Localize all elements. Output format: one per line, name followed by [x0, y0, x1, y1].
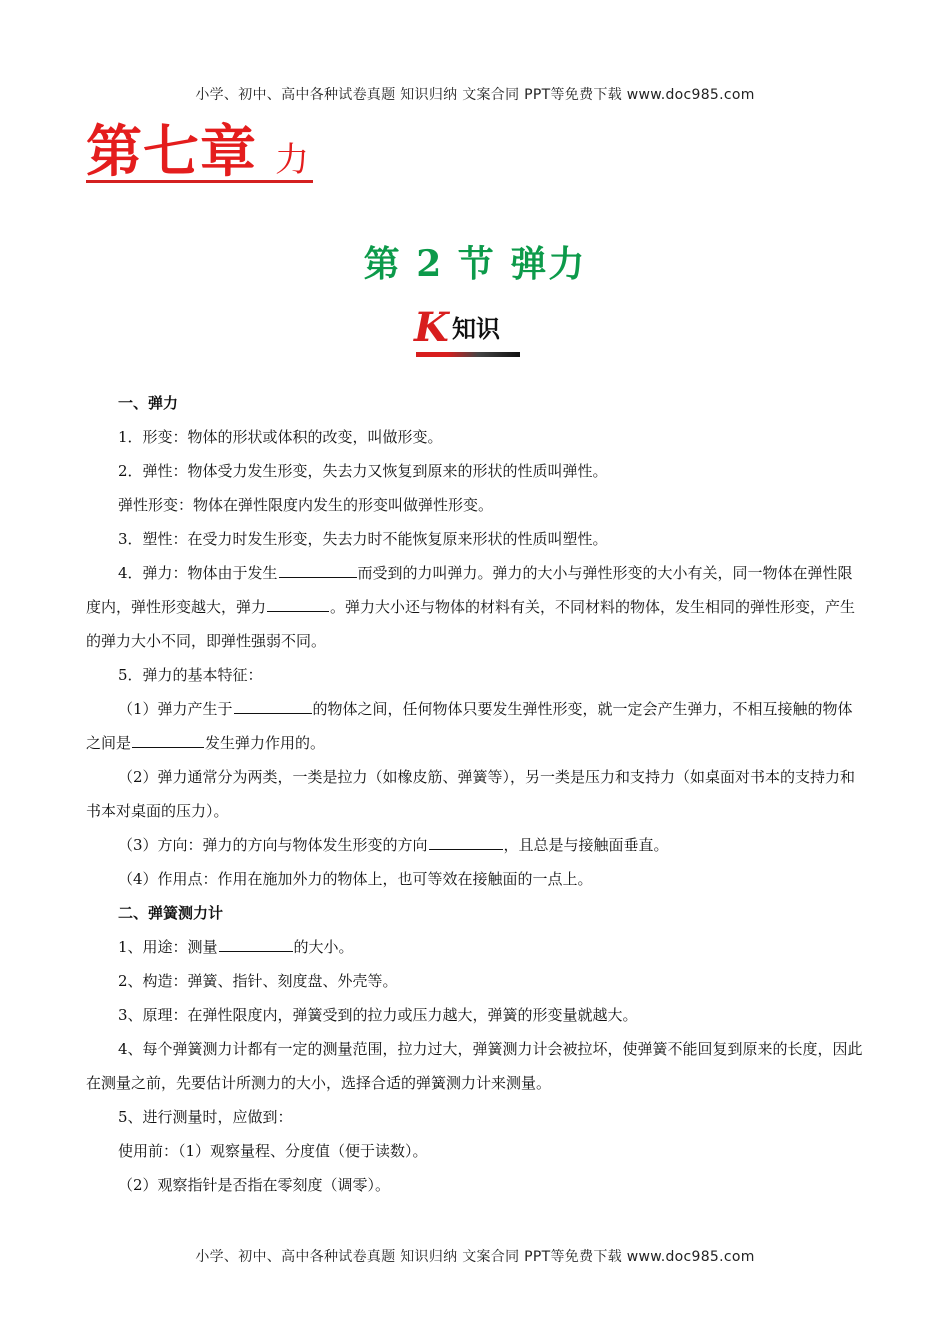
- fill-blank[interactable]: [267, 595, 329, 612]
- fill-blank[interactable]: [234, 697, 312, 714]
- text-segment: 而受到的力叫弹力。弹力的大小与弹性形变的大小有关，同一物体在弹性限度内，弹性形变越大，弹力: [86, 564, 853, 616]
- badge-underline: [416, 352, 520, 357]
- text-segment: 。弹力大小还与物体的材料有关，不同材料的物体，发生相同的弹性形变，产生的弹力大小不同，即弹性强弱不同。: [86, 598, 856, 650]
- text-segment: （1）弹力产生于: [118, 700, 233, 718]
- text-segment: 的大小。: [293, 938, 354, 956]
- paragraph: 3．塑性：在受力时发生形变，失去力时不能恢复原来形状的性质叫塑性。: [118, 530, 608, 548]
- section-title: 第 2 节 弹力: [363, 243, 587, 285]
- main-content: [86, 386, 866, 1202]
- section-heading: 二、弹簧测力计: [118, 904, 224, 922]
- fill-blank[interactable]: [219, 935, 293, 952]
- chapter-title: [86, 119, 313, 185]
- paragraph: 3、原理：在弹性限度内，弹簧受到的拉力或压力越大，弹簧的形变量就越大。: [118, 1006, 638, 1024]
- paragraph: 4、每个弹簧测力计都有一定的测量范围，拉力过大，弹簧测力计会被拉坏，使弹簧不能回复到原来的长度，因此在测量之前，先要估计所测力的大小，选择合适的弹簧测力计来测量。: [86, 1040, 863, 1092]
- text-segment: 发生弹力作用的。: [205, 734, 326, 752]
- paragraph: （2）观察指针是否指在零刻度（调零）。: [118, 1176, 391, 1194]
- badge-letter: K: [414, 304, 449, 351]
- header-note: 小学、初中、高中各种试卷真题 知识归纳 文案合同 PPT等免费下载 www.doc985.com: [195, 87, 755, 103]
- text-segment: 4．弹力：物体由于发生: [118, 564, 278, 582]
- chapter-title-sub: 力: [275, 140, 309, 180]
- text-segment: 1、用途：测量: [118, 938, 218, 956]
- paragraph: [86, 930, 866, 964]
- text-segment: （3）方向：弹力的方向与物体发生形变的方向: [118, 836, 428, 854]
- paragraph: （4）作用点：作用在施加外力的物体上，也可等效在接触面的一点上。: [118, 870, 593, 888]
- paragraph: [86, 692, 866, 760]
- text-segment: ，且总是与接触面垂直。: [503, 836, 669, 854]
- paragraph: 5．弹力的基本特征：: [118, 666, 263, 684]
- paragraph: 1．形变：物体的形状或体积的改变，叫做形变。: [118, 428, 443, 446]
- paragraph: 2、构造：弹簧、指针、刻度盘、外壳等。: [118, 972, 398, 990]
- fill-blank[interactable]: [279, 561, 357, 578]
- fill-blank[interactable]: [132, 731, 204, 748]
- paragraph: [86, 556, 866, 658]
- paragraph: 弹性形变：物体在弹性限度内发生的形变叫做弹性形变。: [118, 496, 494, 514]
- knowledge-badge: [414, 306, 524, 358]
- chapter-title-main: 第七章: [86, 119, 257, 185]
- paragraph: 5、进行测量时，应做到：: [118, 1108, 293, 1126]
- paragraph: （2）弹力通常分为两类，一类是拉力（如橡皮筋、弹簧等），另一类是压力和支持力（如桌面对书本的支持力和书本对桌面的压力）。: [86, 768, 856, 820]
- fill-blank[interactable]: [429, 833, 503, 850]
- footer-note: 小学、初中、高中各种试卷真题 知识归纳 文案合同 PPT等免费下载 www.doc985.com: [195, 1249, 755, 1265]
- text-segment: 的物体之间，任何物体只要发生弹性形变，就一定会产生弹力，不相互接触的物体之间是: [86, 700, 853, 752]
- paragraph: 使用前：（1）观察量程、分度值（便于读数）。: [118, 1142, 428, 1160]
- badge-label: 知识: [452, 315, 500, 343]
- paragraph: [86, 828, 866, 862]
- paragraph: 2．弹性：物体受力发生形变，失去力又恢复到原来的形状的性质叫弹性。: [118, 462, 608, 480]
- section-heading: 一、弹力: [118, 394, 179, 412]
